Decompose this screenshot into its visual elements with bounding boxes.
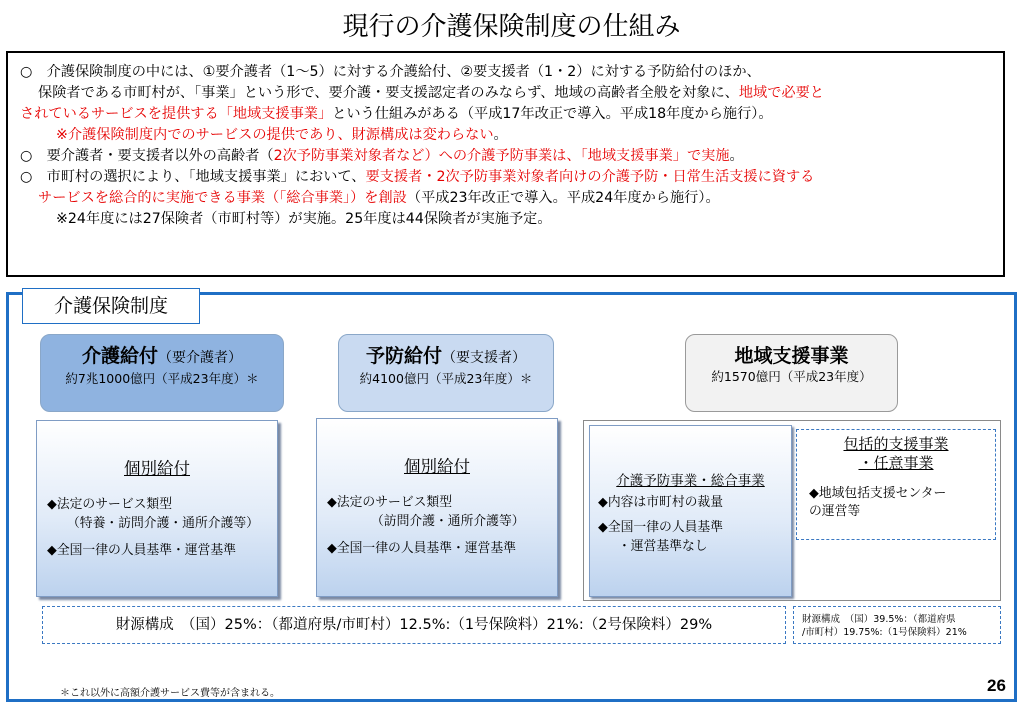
- intro-text: 。: [493, 127, 508, 143]
- card-line: （特養・訪問介護・通所介護等）: [67, 516, 259, 531]
- intro-highlight: 地域で必要と: [738, 85, 824, 101]
- intro-line: [20, 104, 991, 125]
- funding-structure-side: [793, 606, 1001, 644]
- funding-line: 財源構成 （国）39.5%：（都道府県: [802, 614, 956, 625]
- card-title: 個別給付: [404, 457, 470, 476]
- intro-line: [20, 83, 991, 104]
- card-title: ・任意事業: [858, 454, 934, 472]
- preventive-program-card: [589, 425, 792, 597]
- card-line: ◆内容は市町村の裁量: [598, 495, 724, 510]
- intro-text: ※24年度には27保険者（市町村等）が実施。25年度は44保険者が実施予定。: [56, 211, 552, 227]
- intro-highlight: 要支援者・2次予防事業対象者向けの介護予防・日常生活支援に資する: [365, 169, 815, 185]
- card-title: 介護予防事業・総合事業: [616, 473, 765, 489]
- regional-support-pill: [685, 334, 898, 412]
- card-title: 個別給付: [124, 459, 190, 478]
- card-line: ◆全国一律の人員基準: [598, 520, 724, 535]
- pill-name: 地域支援事業: [734, 345, 849, 367]
- prevention-benefit-pill: [338, 334, 554, 412]
- pill-title: [41, 344, 283, 370]
- pill-target: （要介護者）: [158, 350, 242, 366]
- intro-highlight: ※介護保険制度内でのサービスの提供であり、財源構成は変わらない: [56, 127, 494, 143]
- care-individual-benefit-card: [36, 420, 278, 597]
- pill-budget: 約1570億円（平成23年度）: [711, 369, 872, 384]
- card-title: 包括的支援事業: [843, 435, 949, 453]
- funding-structure-main: 財源構成 （国）25%：（都道府県/市町村）12.5%:（1号保険料）21%:（2号保険料）29%: [42, 606, 786, 644]
- intro-line: [20, 125, 991, 146]
- page-number: 26: [987, 676, 1006, 695]
- intro-text: （平成23年改正で導入。平成24年度から施行）。: [406, 190, 720, 206]
- intro-text: ○ 介護保険制度の中には、①要介護者（1～5）に対する介護給付、②要支援者（1・2）に対する予防給付のほか、: [20, 64, 761, 80]
- intro-line: [20, 146, 991, 167]
- card-line: ◆全国一律の人員基準・運営基準: [327, 541, 516, 556]
- footnote: ＊これ以外に高額介護サービス費等が含まれる。: [60, 688, 280, 699]
- card-line: ・運営基準なし: [618, 539, 708, 554]
- card-line: （訪問介護・通所介護等）: [371, 514, 525, 529]
- card-line: ◆地域包括支援センター: [809, 486, 947, 501]
- comprehensive-support-card: [796, 429, 996, 540]
- intro-line: [20, 167, 991, 188]
- intro-highlight: 2次予防事業対象者など）への介護予防事業は、「地域支援事業」で実施: [273, 148, 730, 164]
- intro-highlight: されているサービスを提供する「地域支援事業」: [20, 106, 333, 122]
- pill-budget: 約7兆1000億円（平成23年度）＊: [65, 371, 259, 386]
- card-line: ◆法定のサービス類型: [47, 497, 173, 512]
- intro-box: [6, 51, 1005, 277]
- pill-target: （要支援者）: [442, 350, 526, 366]
- intro-line: [20, 62, 991, 83]
- pill-title: [339, 344, 553, 370]
- intro-text: ○ 市町村の選択により、「地域支援事業」において、: [20, 169, 366, 185]
- intro-text: という仕組みがある（平成17年改正で導入。平成18年度から施行）。: [332, 106, 773, 122]
- pill-name: 予防給付: [365, 345, 442, 367]
- card-line: ◆法定のサービス類型: [327, 495, 453, 510]
- pill-name: 介護給付: [81, 345, 158, 367]
- intro-text: 。: [729, 148, 744, 164]
- intro-line: [20, 188, 991, 209]
- section-label: 介護保険制度: [22, 288, 200, 324]
- intro-text: 保険者である市町村が、「事業」という形で、要介護・要支援認定者のみならず、地域の高齢者全般を対象に、: [38, 85, 739, 101]
- intro-line: [20, 209, 991, 230]
- intro-text: ○ 要介護者・要支援者以外の高齢者（: [20, 148, 274, 164]
- prevention-individual-benefit-card: [316, 418, 558, 597]
- intro-highlight: サービスを総合的に実施できる事業（「総合事業」）を創設: [38, 190, 407, 206]
- slide-title: 現行の介護保険制度の仕組み: [342, 12, 681, 42]
- card-line: ◆全国一律の人員基準・運営基準: [47, 543, 236, 558]
- card-line: の運営等: [809, 504, 861, 519]
- funding-line: /市町村）19.75%:（1号保険料）21%: [802, 627, 967, 638]
- pill-budget: 約4100億円（平成23年度）＊: [359, 371, 533, 386]
- care-benefit-pill: [40, 334, 284, 412]
